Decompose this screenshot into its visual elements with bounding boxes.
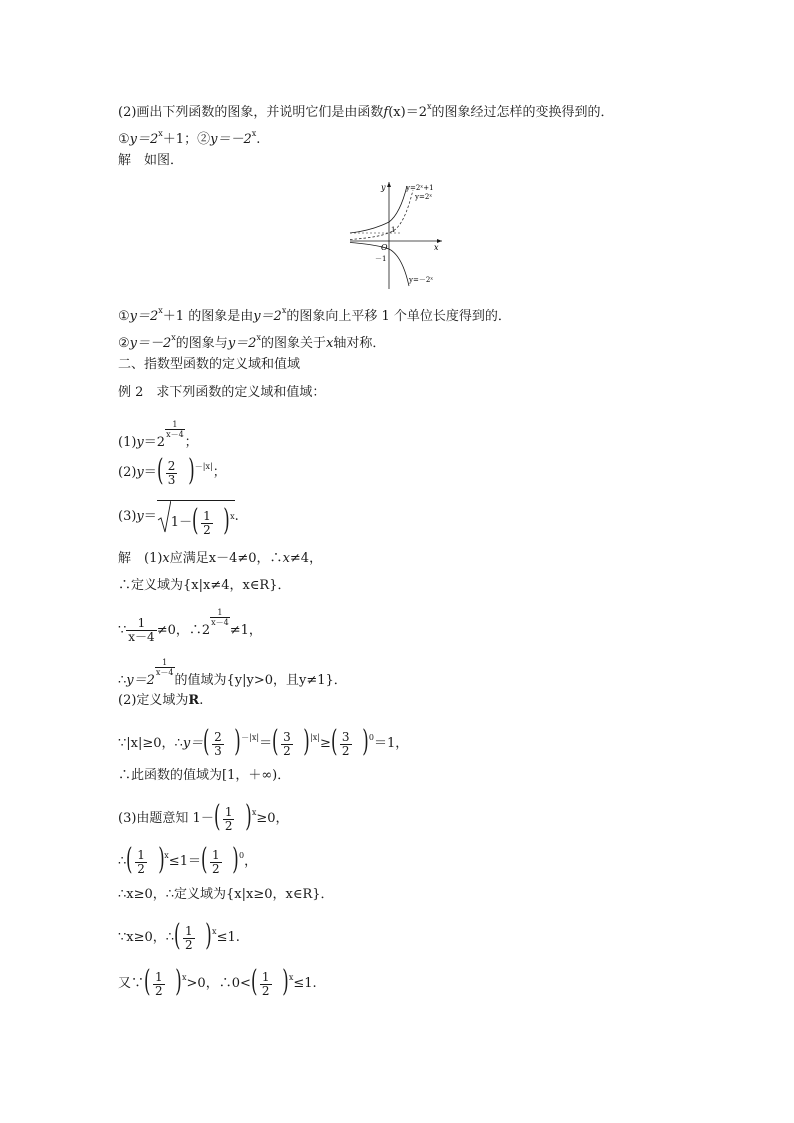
problem2-line1: (2)画出下列函数的图象，并说明它们是由函数$f(x)=2^x$的图象经过怎样的变换得到的． (118, 102, 614, 120)
sol-line-5: (2)定义域为R. (118, 693, 204, 708)
section-title: 二、指数型函数的定义域和值域 (118, 357, 301, 372)
sol9-paren-b: ( $\frac{1}{2}$ ) (200, 841, 239, 877)
tick-label-neg1: －1 (375, 255, 387, 263)
sol4-exponent-fraction: $\frac{1}{x-4}$ (155, 658, 174, 677)
sol12-paren-a: ( $\frac{1}{2}$ ) (144, 963, 183, 999)
sol8-paren: ( $\frac{1}{2}$ ) (213, 798, 252, 834)
question-2: (2)y＝ ( $\frac{2}{3}$ ) $^{-|x|}$； (118, 452, 226, 488)
y-axis-label: y (381, 183, 386, 192)
sol-line-12: 又∵ ( $\frac{1}{2}$ ) $^x$>0，∴0< ( $\frac{1}{2}$ ) $^x$≤1. (118, 963, 317, 999)
q1-exponent-fraction: $\frac{1}{x-4}$ (166, 420, 184, 439)
sol-line-1: 解 (1)x应满足x－4≠0，∴x≠4， (118, 551, 323, 566)
sol-line-3: ∵ $\frac{1}{x-4}$ ≠0，∴2 $\frac{1}{x-4}$ ≠1， (118, 608, 262, 644)
sol9-paren-a: ( $\frac{1}{2}$ ) (126, 841, 165, 877)
tick-label-1: 1 (391, 226, 396, 234)
function-graph (345, 178, 445, 290)
sol6-paren-3-2a: ( $\frac{3}{2}$ ) (272, 723, 311, 759)
question-3: (3)y＝ 1－ ( $\frac{1}{2}$ ) $^x$. (118, 500, 239, 534)
y-axis-arrow (387, 182, 391, 187)
sol12-paren-b: ( $\frac{1}{2}$ ) (250, 963, 289, 999)
curve-label-neg-2x: y=－2ˣ (409, 276, 434, 284)
q3-sqrt: 1－ ( $\frac{1}{2}$ ) $^x$ (157, 500, 235, 533)
curve-label-2x: y=2ˣ (415, 193, 433, 201)
question-1: (1)y＝2 $\frac{1}{x-4}$ ； (118, 420, 198, 450)
curve-label-2x-plus-1: y=2ˣ+1 (406, 184, 434, 192)
q3-paren-fraction: ( $\frac{1}{2}$ ) (192, 502, 231, 538)
sol3-exponent-fraction: $\frac{1}{x-4}$ (211, 608, 229, 627)
q2-paren-fraction: ( $\frac{2}{3}$ ) (156, 452, 195, 488)
sol-line-11: ∵x≥0，∴ ( $\frac{1}{2}$ ) $^x$≤1. (118, 917, 240, 953)
sol-line-8: (3)由题意知 1－ ( $\frac{1}{2}$ ) $^x$≥0， (118, 798, 289, 834)
solution-label: 解 如图． (118, 153, 184, 168)
sol-line-7: ∴此函数的值域为[1，＋∞)． (118, 768, 291, 783)
sol-line-4: ∴y＝2 $\frac{1}{x-4}$ 的值域为{y|y>0，且y≠1}． (118, 658, 347, 688)
x-axis-label: x (434, 243, 439, 252)
sol11-paren: ( $\frac{1}{2}$ ) (174, 917, 213, 953)
explain-line1: $①y=2^x+1$ 的图象是由$y=2^x$的图象向上平移 1 个单位长度得到的． (118, 306, 511, 324)
sol-line-10: ∴x≥0，∴定义域为{x|x≥0，x∈R}． (118, 887, 334, 902)
explain-line2: $②y=-2^x$的图象与$y=2^x$的图象关于x轴对称． (118, 333, 386, 351)
sol6-paren-2-3: ( $\frac{2}{3}$ ) (203, 723, 242, 759)
sol3-fraction: $\frac{1}{x-4}$ (128, 616, 155, 644)
sol-line-9: ∴ ( $\frac{1}{2}$ ) $^x$≤1＝ ( $\frac{1}{2}$ ) $^0$， (118, 841, 258, 877)
curve-neg-2x (350, 243, 409, 287)
sol-line-2: ∴定义域为{x|x≠4，x∈R}． (118, 578, 291, 593)
sol6-paren-3-2b: ( $\frac{3}{2}$ ) (330, 723, 369, 759)
example-heading: 例 2 求下列函数的定义域和值域： (118, 385, 326, 400)
origin-label: O (381, 243, 388, 252)
problem2-line2: $①y=2^x+1$；$②y=-2^x$. (118, 129, 261, 147)
sol-line-6: ∵|x|≥0，∴y＝ ( $\frac{2}{3}$ ) $^{-|x|}$＝ ( $\frac{3}{2}$ ) $^{|x|}$≥ ( $\frac{3}{2}$ ) $^0$＝1， (118, 723, 409, 759)
